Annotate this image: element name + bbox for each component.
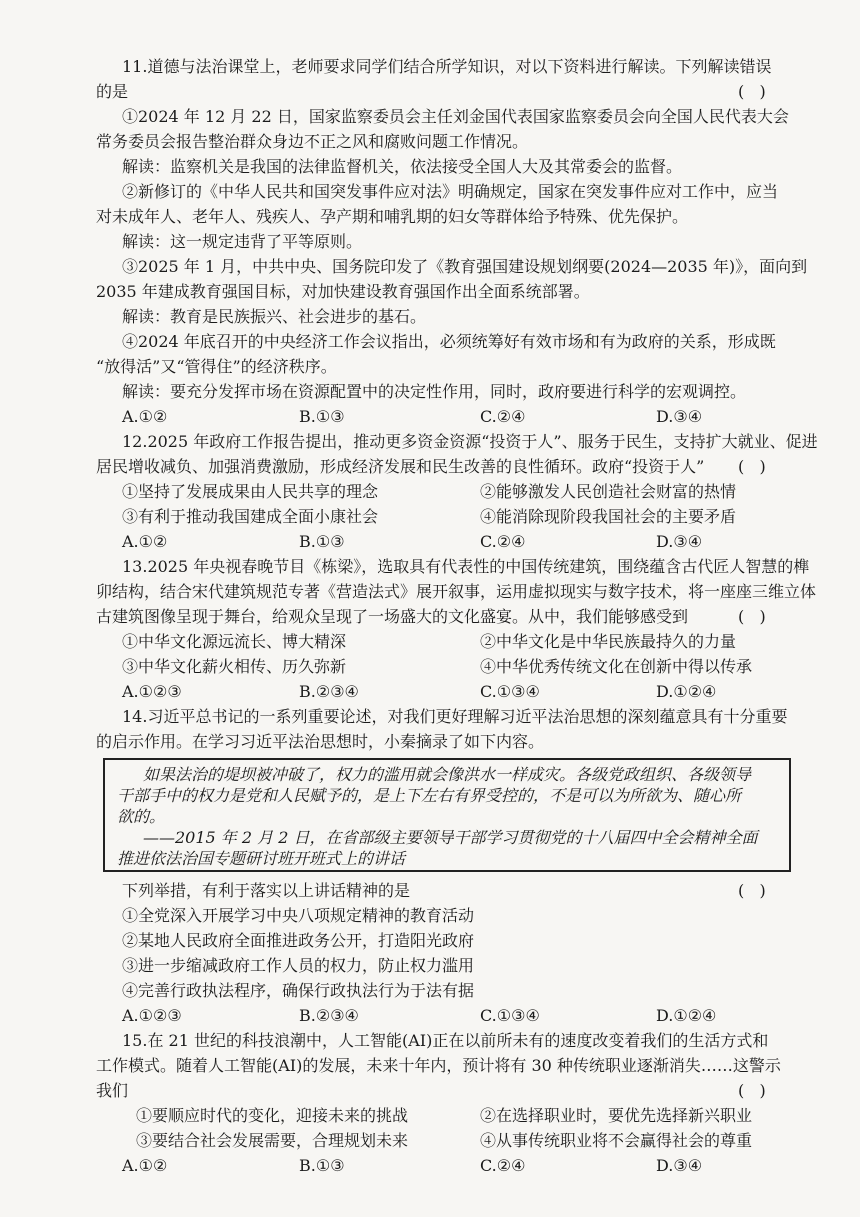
q11-material-line: 对未成年人、老年人、残疾人、孕产期和哺乳期的妇女等群体给予特殊、优先保护。 bbox=[96, 207, 689, 226]
option-d[interactable]: D.③④ bbox=[656, 407, 703, 426]
q12-choice: ①坚持了发展成果由人民共享的理念 bbox=[122, 482, 379, 501]
option-c[interactable]: C.②④ bbox=[480, 532, 526, 551]
q11-material-line: ①2024 年 12 月 22 日，国家监察委员会主任刘金国代表国家监察委员会向全国人民代表大会 bbox=[122, 107, 789, 126]
q15-answer-paren[interactable]: ( ) bbox=[738, 1081, 766, 1100]
q15-options bbox=[122, 1155, 762, 1177]
q11-material-line: ③2025 年 1 月，中共中央、国务院印发了《教育强国建设规划纲要(2024—2035 年)》，面向到 bbox=[122, 257, 808, 276]
option-a[interactable]: A.①② bbox=[122, 1156, 168, 1175]
q13-stem-line: 古建筑图像呈现于舞台，给观众呈现了一场盛大的文化盛宴。从中，我们能够感受到 bbox=[96, 607, 689, 626]
option-b[interactable]: B.②③④ bbox=[299, 682, 359, 701]
q11-material-line: ④2024 年底召开的中央经济工作会议指出，必须统筹好有效市场和有为政府的关系，形成既 bbox=[122, 332, 776, 351]
q13-stem-line: 13.2025 年央视春晚节目《栋梁》，选取具有代表性的中国传统建筑，围绕蕴含古代匠人智慧的榫 bbox=[122, 557, 810, 576]
q15-choice: ①要顺应时代的变化，迎接未来的挑战 bbox=[136, 1106, 409, 1125]
q11-material-line: 解读：教育是民族振兴、社会进步的基石。 bbox=[122, 307, 427, 326]
quote-box bbox=[103, 758, 791, 872]
q11-stem-line: 的是 bbox=[96, 82, 129, 101]
q15-stem-line: 工作模式。随着人工智能(AI)的发展，未来十年内，预计将有 30 种传统职业逐渐消失……这警示 bbox=[96, 1056, 781, 1075]
quote-line: 如果法治的堤坝被冲破了，权力的滥用就会像洪水一样成灾。各级党政组织、各级领导 bbox=[143, 765, 752, 784]
option-c[interactable]: C.①③④ bbox=[480, 1006, 540, 1025]
q14-item: ②某地人民政府全面推进政务公开，打造阳光政府 bbox=[122, 931, 475, 950]
q13-choice: ②中华文化是中华民族最持久的力量 bbox=[480, 632, 737, 651]
q14-answer-paren[interactable]: ( ) bbox=[738, 881, 766, 900]
q13-options bbox=[122, 681, 762, 703]
q11-material-line: 解读：要充分发挥市场在资源配置中的决定性作用，同时，政府要进行科学的宏观调控。 bbox=[122, 382, 747, 401]
option-a[interactable]: A.①② bbox=[122, 532, 168, 551]
q12-answer-paren[interactable]: ( ) bbox=[738, 457, 766, 476]
option-a[interactable]: A.①② bbox=[122, 407, 168, 426]
q14-item: ①全党深入开展学习中央八项规定精神的教育活动 bbox=[122, 906, 475, 925]
q15-choice: ④从事传统职业将不会赢得社会的尊重 bbox=[480, 1131, 753, 1150]
q11-stem-line: 11.道德与法治课堂上，老师要求同学们结合所学知识，对以下资料进行解读。下列解读错误 bbox=[122, 57, 772, 76]
option-d[interactable]: D.①②④ bbox=[656, 682, 717, 701]
q11-material-line: ②新修订的《中华人民共和国突发事件应对法》明确规定，国家在突发事件应对工作中，应当 bbox=[122, 182, 779, 201]
q11-material-line: “放得活”又“管得住”的经济秩序。 bbox=[96, 357, 337, 376]
q13-choice: ④中华优秀传统文化在创新中得以传承 bbox=[480, 657, 753, 676]
q15-choice: ③要结合社会发展需要，合理规划未来 bbox=[136, 1131, 409, 1150]
q14-options bbox=[122, 1005, 762, 1027]
q13-stem-line: 卯结构，结合宋代建筑规范专著《营造法式》展开叙事，运用虚拟现实与数字技术，将一座座三维立体 bbox=[96, 582, 817, 601]
option-d[interactable]: D.③④ bbox=[656, 1156, 703, 1175]
quote-line: 推进依法治国专题研讨班开班式上的讲话 bbox=[117, 849, 406, 868]
quote-line: 干部手中的权力是党和人民赋予的，是上下左右有界受控的，不是可以为所欲为、随心所 bbox=[117, 786, 742, 805]
q11-material-line: 常务委员会报告整治群众身边不正之风和腐败问题工作情况。 bbox=[96, 132, 529, 151]
q12-choice: ③有利于推动我国建成全面小康社会 bbox=[122, 507, 379, 526]
q15-stem-line: 15.在 21 世纪的科技浪潮中，人工智能(AI)正在以前所未有的速度改变着我们的生活方式和 bbox=[122, 1031, 769, 1050]
option-a[interactable]: A.①②③ bbox=[122, 1006, 182, 1025]
q13-choice: ①中华文化源远流长、博大精深 bbox=[122, 632, 347, 651]
q11-material-line: 2035 年建成教育强国目标，对加快建设教育强国作出全面系统部署。 bbox=[96, 282, 590, 301]
q14-item: ④完善行政执法程序，确保行政执法行为于法有据 bbox=[122, 981, 475, 1000]
q14-stem-line: 的启示作用。在学习习近平法治思想时，小秦摘录了如下内容。 bbox=[96, 732, 545, 751]
q11-material-line: 解读：监察机关是我国的法律监督机关，依法接受全国人大及其常委会的监督。 bbox=[122, 157, 683, 176]
q13-choice: ③中华文化薪火相传、历久弥新 bbox=[122, 657, 347, 676]
option-b[interactable]: B.②③④ bbox=[299, 1006, 359, 1025]
q14-item: ③进一步缩减政府工作人员的权力，防止权力滥用 bbox=[122, 956, 475, 975]
q11-material-line: 解读：这一规定违背了平等原则。 bbox=[122, 232, 363, 251]
q15-choice: ②在选择职业时，要优先选择新兴职业 bbox=[480, 1106, 753, 1125]
q12-choice: ④能消除现阶段我国社会的主要矛盾 bbox=[480, 507, 737, 526]
q12-options bbox=[122, 531, 762, 553]
option-d[interactable]: D.③④ bbox=[656, 532, 703, 551]
option-a[interactable]: A.①②③ bbox=[122, 682, 182, 701]
option-c[interactable]: C.②④ bbox=[480, 407, 526, 426]
q12-stem-line: 12.2025 年政府工作报告提出，推动更多资金资源“投资于人”、服务于民生，支持扩大就业、促进 bbox=[122, 432, 818, 451]
q14-ask: 下列举措，有利于落实以上讲话精神的是 bbox=[122, 881, 411, 900]
option-c[interactable]: C.②④ bbox=[480, 1156, 526, 1175]
q13-answer-paren[interactable]: ( ) bbox=[738, 607, 766, 626]
option-c[interactable]: C.①③④ bbox=[480, 682, 540, 701]
q14-stem-line: 14.习近平总书记的一系列重要论述，对我们更好理解习近平法治思想的深刻蕴意具有十分重要 bbox=[122, 707, 788, 726]
q15-stem-line: 我们 bbox=[96, 1081, 129, 1100]
option-b[interactable]: B.①③ bbox=[299, 1156, 345, 1175]
quote-line: 欲的。 bbox=[117, 807, 166, 826]
q12-stem-line: 居民增收减负、加强消费激励，形成经济发展和民生改善的良性循环。政府“投资于人” bbox=[96, 457, 705, 476]
q11-answer-paren[interactable]: ( ) bbox=[738, 82, 766, 101]
q12-choice: ②能够激发人民创造社会财富的热情 bbox=[480, 482, 737, 501]
quote-line: ——2015 年 2 月 2 日，在省部级主要领导干部学习贯彻党的十八届四中全会精神全面 bbox=[143, 828, 758, 847]
option-b[interactable]: B.①③ bbox=[299, 532, 345, 551]
option-b[interactable]: B.①③ bbox=[299, 407, 345, 426]
q11-options bbox=[122, 406, 762, 428]
option-d[interactable]: D.①②④ bbox=[656, 1006, 717, 1025]
